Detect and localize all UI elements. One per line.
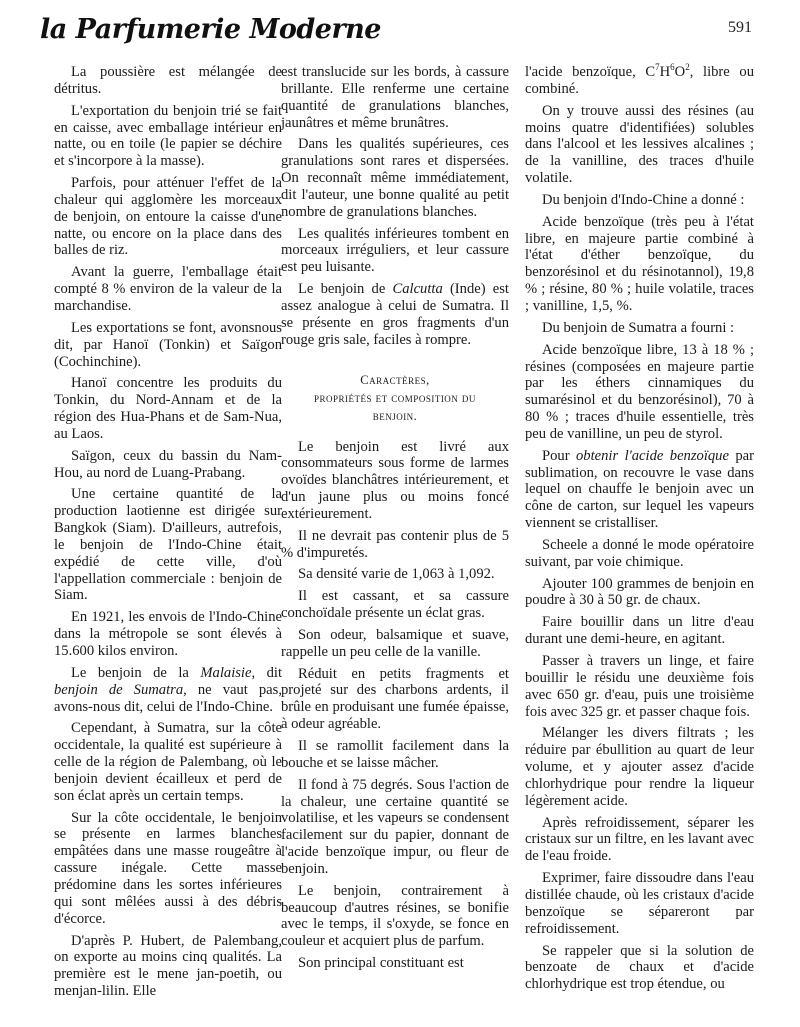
paragraph	[525, 64, 754, 98]
paragraph: Saïgon, ceux du bassin du Nam-Hou, au nord de Luang-Prabang.	[54, 447, 282, 481]
paragraph: Le benjoin est livré aux consommateurs sous forme de larmes ovoïdes blanchâtres intérieurement, et d'un jaune plus ou moins foncé extérieurement.	[281, 438, 509, 522]
text-run: O	[674, 64, 686, 80]
paragraph: Après refroidissement, séparer les cristaux sur un filtre, en les lavant avec de l'eau froide.	[525, 814, 754, 865]
paragraph: Avant la guerre, l'emballage était compté 8 % environ de la valeur de la marchandise.	[54, 264, 282, 314]
paragraph: Une certaine quantité de la production laotienne est dirigée sur Bangkok (Siam). D'ailleurs, autrefois, le benjoin de l'Indo-Chine était expédié de cette ville, d'où l'appellation commerciale : benjoin de Siam.	[54, 486, 282, 604]
text-run: H	[659, 64, 671, 80]
text-run: par sublimation, on recouvre le vase dans lequel on chauffe le benjoin avec un cône de carton, sur lequel les vapeurs viennent se cristalliser.	[525, 447, 755, 532]
paragraph: Scheele a donné le mode opératoire suivant, par voie chimique.	[525, 536, 754, 570]
superscript: 2	[685, 62, 690, 73]
paragraph	[54, 665, 282, 716]
paragraph: Cependant, à Sumatra, sur la côte occidentale, la qualité est supérieure à celle de la région de Palembang, où le benjoin devient écailleux et perd de son éclat après un certain temps.	[54, 720, 282, 804]
paragraph: Réduit en petits fragments et projeté sur des charbons ardents, il brûle en produisant une fumée épaisse, à odeur agréable.	[281, 665, 509, 733]
paragraph: Il ne devrait pas contenir plus de 5 % d'impuretés.	[281, 527, 509, 561]
superscript: 7	[655, 62, 660, 73]
paragraph: Mélanger les divers filtrats ; les réduire par ébullition au quart de leur volume, et y ajouter assez d'acide chlorhydrique pour rendre la liqueur légèrement acide.	[525, 725, 754, 809]
paragraph: Ajouter 100 grammes de benjoin en poudre à 30 à 50 gr. de chaux.	[525, 575, 754, 609]
text-run: l'acide benzoïque, C	[525, 64, 656, 80]
paragraph: Du benjoin de Sumatra a fourni :	[542, 319, 735, 336]
paragraph: L'exportation du benjoin trié se fait en caisse, avec emballage intérieur en natte, ou en toile (le papier se déchire et s'incorpore à la masse).	[54, 102, 282, 170]
paragraph: Parfois, pour atténuer l'effet de la chaleur qui agglomère les morceaux de benjoin, on entoure la caisse d'une natte, ou encore on la place dans des balles de riz.	[54, 175, 282, 259]
italic-term: Calcutta	[392, 281, 443, 298]
paragraph: Passer à travers un linge, et faire bouillir le résidu une deuxième fois avec 650 gr. d'eau, puis une troisième fois avec 325 gr. et passer chaque fois.	[525, 653, 754, 720]
paragraph: Acide benzoïque (très peu à l'état libre, en majeure partie combiné à l'état d'éther benzoïque, du benzorésinol et du résinotannol), 19,8 % ; résine, 80 % ; huile volatile, traces ; vanilline, 1,5, %.	[525, 213, 754, 314]
paragraph: Il se ramollit facilement dans la bouche et se laisse mâcher.	[281, 738, 509, 771]
heading-line: Caractères,	[360, 372, 430, 387]
page-number: 591	[728, 19, 752, 36]
text-run: , ne vaut pas, avons-nous dit, celui de l'Indo-Chine.	[54, 681, 282, 715]
paragraph	[281, 281, 509, 348]
paragraph: est translucide sur les bords, à cassure brillante. Elle renferme une certaine quantité de granulations blanches, jaunâtres et même brunâtres.	[281, 64, 509, 131]
text-run: , dit	[251, 664, 282, 681]
heading-line: propriétés et composition du	[314, 390, 476, 405]
text-run: Pour	[542, 447, 576, 464]
paragraph: En 1921, les envois de l'Indo-Chine dans la métropole se sont élevés à 15.600 kilos environ.	[54, 609, 282, 659]
journal-masthead: la Parfumerie Moderne	[40, 14, 381, 45]
paragraph: Sa densité varie de 1,063 à 1,092.	[298, 566, 495, 583]
text-column-3	[525, 64, 754, 998]
italic-term: benjoin de Sumatra	[54, 681, 184, 698]
paragraph: Dans les qualités supérieures, ces granulations sont rares et dispersées. On reconnaît même immédiatement, dit l'auteur, une bonne qualité au petit nombre de granulations blanches.	[281, 136, 509, 220]
text-run: , libre ou combiné.	[525, 64, 754, 97]
paragraph: Il fond à 75 degrés. Sous l'action de la chaleur, une certaine quantité se volatilise, et les vapeurs se condensent facilement sur du papier, donnant de l'acide benzoïque impur, ou fleur de benjoin.	[281, 776, 509, 877]
paragraph: Il est cassant, et sa cassure conchoïdale présente un éclat gras.	[281, 588, 509, 622]
text-column-2	[281, 64, 509, 977]
paragraph: Son odeur, balsamique et suave, rappelle un peu celle de la vanille.	[281, 626, 509, 660]
paragraph: Hanoï concentre les produits du Tonkin, du Nord-Annam et de la région des Hua-Phans et de Sam-Nua, au Laos.	[54, 375, 282, 442]
paragraph: Les exportations se font, avonsnous dit, par Hanoï (Tonkin) et Saïgon (Cochinchine).	[54, 319, 282, 370]
text-run: Le benjoin de	[298, 281, 393, 298]
text-run: Le benjoin de la	[71, 664, 201, 681]
paragraph: On y trouve aussi des résines (au moins quatre d'identifiées) solubles dans l'alcool et les lessives alcalines ; de la vanilline, des traces d'huile volatile.	[525, 102, 754, 187]
paragraph: Se rappeler que si la solution de benzoate de chaux et d'acide chlorhydrique est trop étendue, ou	[525, 942, 754, 993]
italic-term: Malaisie	[200, 664, 252, 681]
paragraph: Faire bouillir dans un litre d'eau durant une demi-heure, en agitant.	[525, 614, 754, 648]
paragraph: Acide benzoïque libre, 13 à 18 % ; résines (composées en majeure partie par les éthers cinnamiques du sumarésinol et du benzorésinol), 70 à 80 % ; traces d'huile essentielle, très peu de vanilline, un peu de styrol.	[525, 341, 754, 442]
paragraph: Sur la côte occidentale, le benjoin se présente en larmes blanches empâtées dans une masse rougeâtre à cassure inégale. Cette masse prédomine dans les sortes inférieures qui sont mêlées aussi à des débris d'écorce.	[54, 809, 282, 927]
text-column-1	[54, 64, 282, 1005]
paragraph: Les qualités inférieures tombent en morceaux irréguliers, et leur cassure est peu luisante.	[281, 225, 509, 276]
section-heading	[281, 371, 509, 425]
text-run: (Inde) est assez analogue à celui de Sumatra. Il se présente en gros fragments d'un rouge gris sale, faciles à rompre.	[281, 281, 509, 348]
italic-term: obtenir l'acide benzoïque	[576, 447, 729, 464]
paragraph: Exprimer, faire dissoudre dans l'eau distillée chaude, où les cristaux d'acide benzoïque se sépareront par refroidissement.	[525, 870, 754, 937]
paragraph: La poussière est mélangée de détritus.	[54, 64, 282, 97]
paragraph: Le benjoin, contrairement à beaucoup d'autres résines, se bonifie avec le temps, il s'oxyde, se fonce en couleur et acquiert plus de parfum.	[281, 882, 509, 950]
paragraph: D'après P. Hubert, de Palembang, on exporte au moins cinq qualités. La première est le mene jan-poetih, ou menjan-lilin. Elle	[54, 932, 282, 1000]
superscript: 6	[670, 62, 675, 73]
paragraph: Son principal constituant est	[298, 955, 464, 972]
paragraph	[525, 448, 754, 532]
heading-line: benjoin.	[372, 408, 418, 423]
paragraph: Du benjoin d'Indo-Chine a donné :	[542, 191, 745, 208]
